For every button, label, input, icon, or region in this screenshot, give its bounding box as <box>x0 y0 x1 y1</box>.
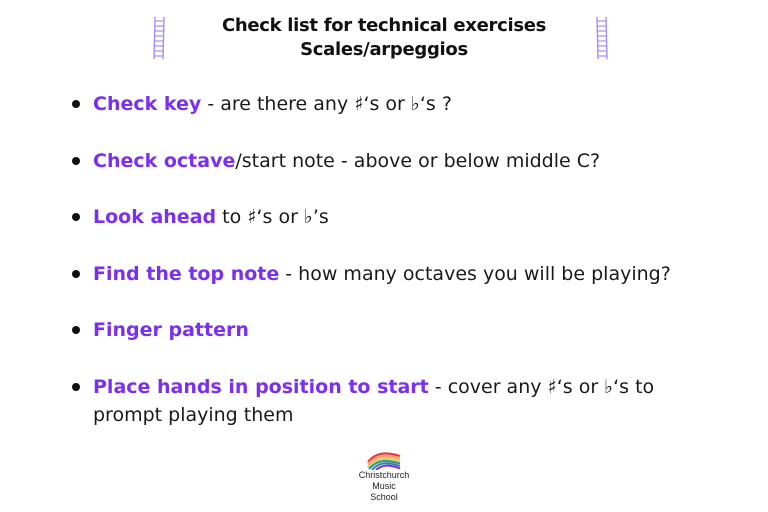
bullet-icon <box>72 100 80 108</box>
item-rest: /start note - above or below middle C? <box>235 150 601 172</box>
bullet-icon <box>72 270 80 278</box>
item-text <box>93 90 726 118</box>
page-title <box>0 14 768 62</box>
item-text <box>93 316 726 344</box>
checklist-item-check-key <box>66 90 726 118</box>
checklist-item-find-top-note <box>66 260 726 288</box>
item-text <box>93 260 726 288</box>
logo-text-line-1: Christchurch <box>358 470 410 480</box>
item-text <box>93 147 726 175</box>
bullet-icon <box>72 383 80 391</box>
item-rest: - are there any ♯‘s or ♭‘s ? <box>201 93 452 115</box>
item-highlight: Check key <box>93 93 202 115</box>
bullet-icon <box>72 157 80 165</box>
item-highlight: Check octave <box>93 150 236 172</box>
item-rest: - how many octaves you will be playing? <box>279 263 671 285</box>
item-highlight: Find the top note <box>93 263 280 285</box>
school-logo <box>334 448 434 503</box>
checklist-item-look-ahead <box>66 203 726 231</box>
item-rest: to ♯‘s or ♭’s <box>216 206 329 228</box>
checklist-item-finger-pattern <box>66 316 726 344</box>
title-line-2: Scales/arpeggios <box>300 39 468 60</box>
rainbow-wave-icon <box>366 448 402 470</box>
item-highlight: Place hands in position to start <box>93 376 429 398</box>
logo-text-line-3: School <box>370 492 398 502</box>
item-rest: - cover any ♯‘s or ♭‘s to prompt playing them <box>93 376 655 426</box>
title-line-1: Check list for technical exercises <box>221 15 547 36</box>
item-text <box>93 203 726 231</box>
checklist-item-place-hands <box>66 373 726 429</box>
checklist-item-check-octave <box>66 147 726 175</box>
item-highlight: Finger pattern <box>93 319 249 341</box>
logo-text-line-2: Music <box>372 481 396 491</box>
item-text <box>93 373 726 429</box>
bullet-icon <box>72 213 80 221</box>
item-highlight: Look ahead <box>93 206 217 228</box>
bullet-icon <box>72 326 80 334</box>
